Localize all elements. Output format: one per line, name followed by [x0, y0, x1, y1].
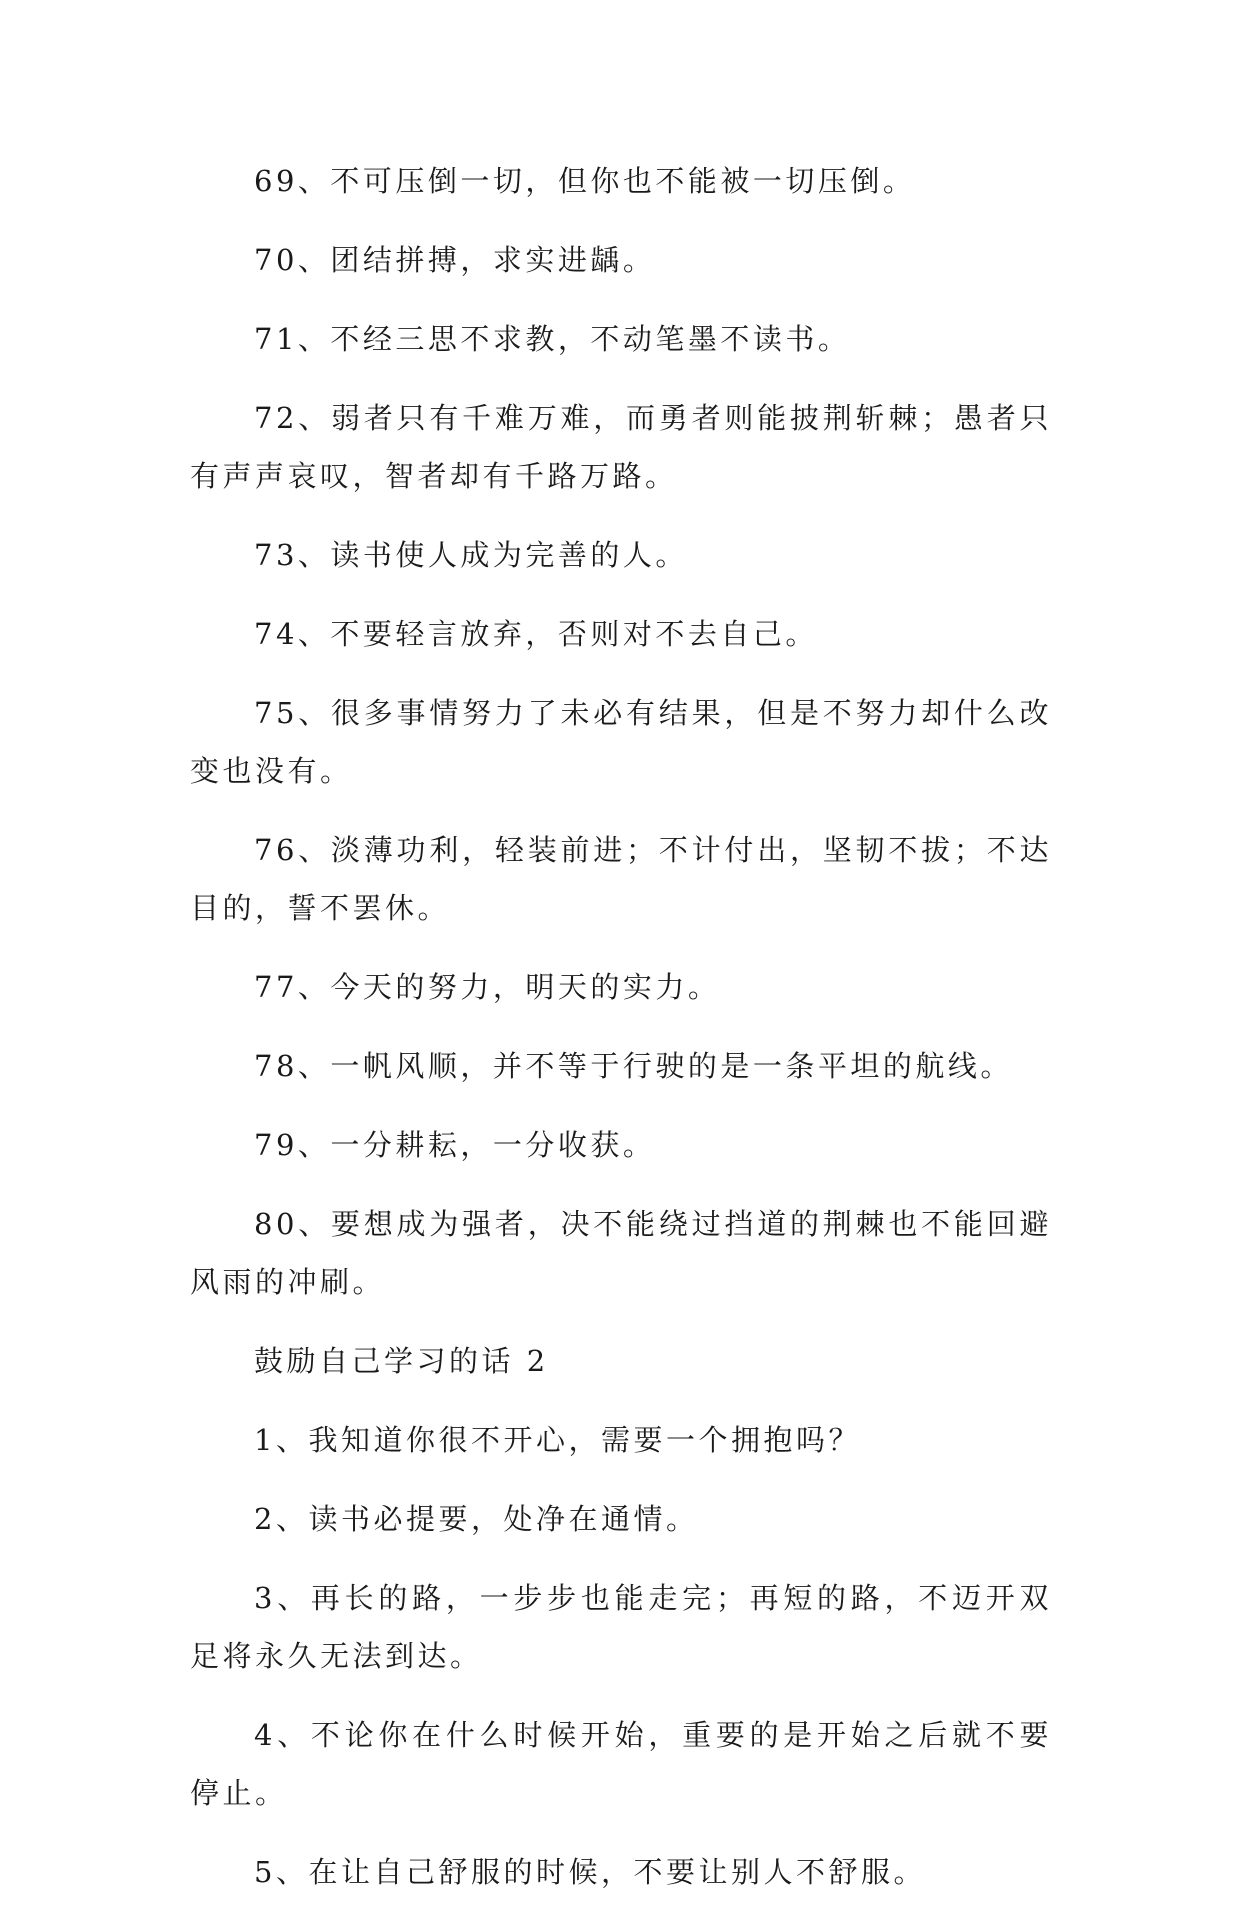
quote-79: 79、一分耕耘，一分收获。: [254, 1128, 656, 1162]
quote-75: 75、很多事情努力了未必有结果，但是不努力却什么改变也没有。: [190, 696, 1052, 788]
quote-77: 77、今天的努力，明天的实力。: [254, 970, 721, 1004]
section-heading: 鼓励自己学习的话 2: [254, 1344, 549, 1378]
document-body: [190, 152, 1052, 1922]
quote-73: 73、读书使人成为完善的人。: [254, 538, 688, 572]
quote-78: 78、一帆风顺，并不等于行驶的是一条平坦的航线。: [254, 1049, 1013, 1083]
quote-74: 74、不要轻言放弃，否则对不去自己。: [254, 617, 818, 651]
quote-76: 76、淡薄功利，轻装前进；不计付出，坚韧不拔；不达目的，誓不罢休。: [190, 833, 1052, 925]
quote-4: 4、不论你在什么时候开始，重要的是开始之后就不要停止。: [190, 1718, 1052, 1810]
quote-1: 1、我知道你很不开心，需要一个拥抱吗？: [254, 1423, 861, 1457]
quote-5: 5、在让自己舒服的时候，不要让别人不舒服。: [254, 1855, 926, 1889]
quote-71: 71、不经三思不求教，不动笔墨不读书。: [254, 322, 851, 356]
quote-70: 70、团结拼搏，求实进龋。: [254, 243, 656, 277]
quote-3: 3、再长的路，一步步也能走完；再短的路，不迈开双足将永久无法到达。: [190, 1581, 1052, 1673]
quote-2: 2、读书必提要，处净在通情。: [254, 1502, 699, 1536]
quote-72: 72、弱者只有千难万难，而勇者则能披荆斩棘；愚者只有声声哀叹，智者却有千路万路。: [190, 401, 1052, 493]
quote-80: 80、要想成为强者，决不能绕过挡道的荆棘也不能回避风雨的冲刷。: [190, 1207, 1052, 1299]
quote-69: 69、不可压倒一切，但你也不能被一切压倒。: [254, 164, 916, 198]
